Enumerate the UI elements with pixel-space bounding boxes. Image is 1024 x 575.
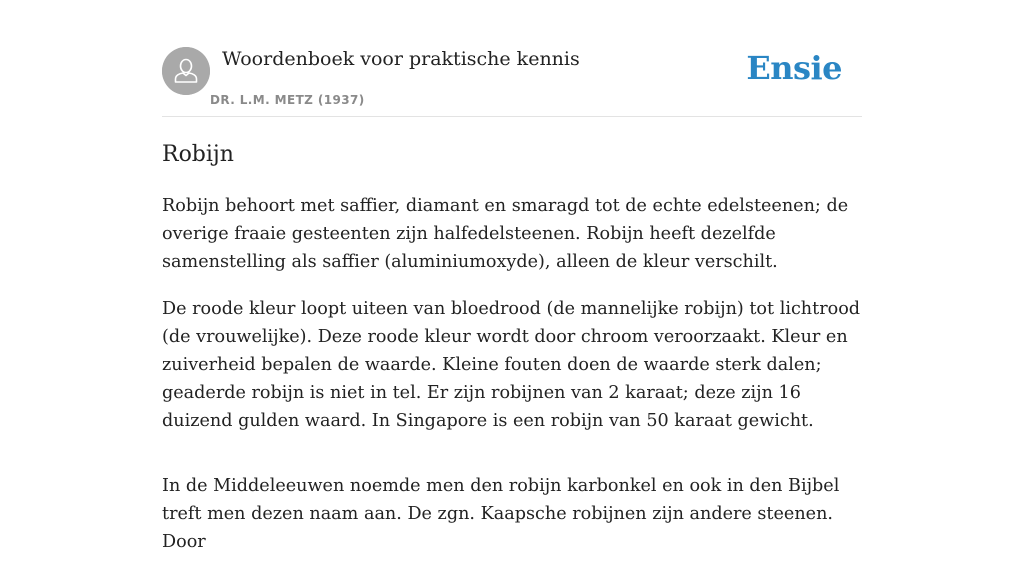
author-avatar[interactable] — [162, 47, 210, 95]
article-paragraph: Robijn behoort met saffier, diamant en smaragd tot de echte edelsteenen; de overige fraaie gesteenten zijn halfedelsteenen. Robijn heeft dezelfde samenstelling als saffier (aluminiumoxyde), alleen de kleur verschilt. — [162, 196, 849, 272]
brand-logo[interactable]: Ensie — [746, 49, 842, 87]
header — [162, 46, 862, 117]
book-title[interactable]: Woordenboek voor praktische kennis — [222, 48, 580, 70]
article-title: Robijn — [162, 142, 234, 167]
user-silhouette-icon — [162, 47, 210, 95]
article-paragraph: In de Middeleeuwen noemde men den robijn karbonkel en ook in den Bijbel treft men dezen naam aan. De zgn. Kaapsche robijnen zijn andere steenen. Door — [162, 476, 840, 552]
article-body — [162, 192, 862, 575]
author-byline[interactable]: DR. L.M. METZ (1937) — [210, 93, 365, 107]
article-paragraph: De roode kleur loopt uiteen van bloedrood (de mannelijke robijn) tot lichtrood (de vrouwelijke). Deze roode kleur wordt door chroom veroorzaakt. Kleur en zuiverheid bepalen de waarde. Kleine fouten doen de waarde sterk dalen; geaderde robijn is niet in tel. Er zijn robijnen van 2 karaat; deze zijn 16 duizend gulden waard. In Singapore is een robijn van 50 karaat gewicht. — [162, 299, 861, 431]
